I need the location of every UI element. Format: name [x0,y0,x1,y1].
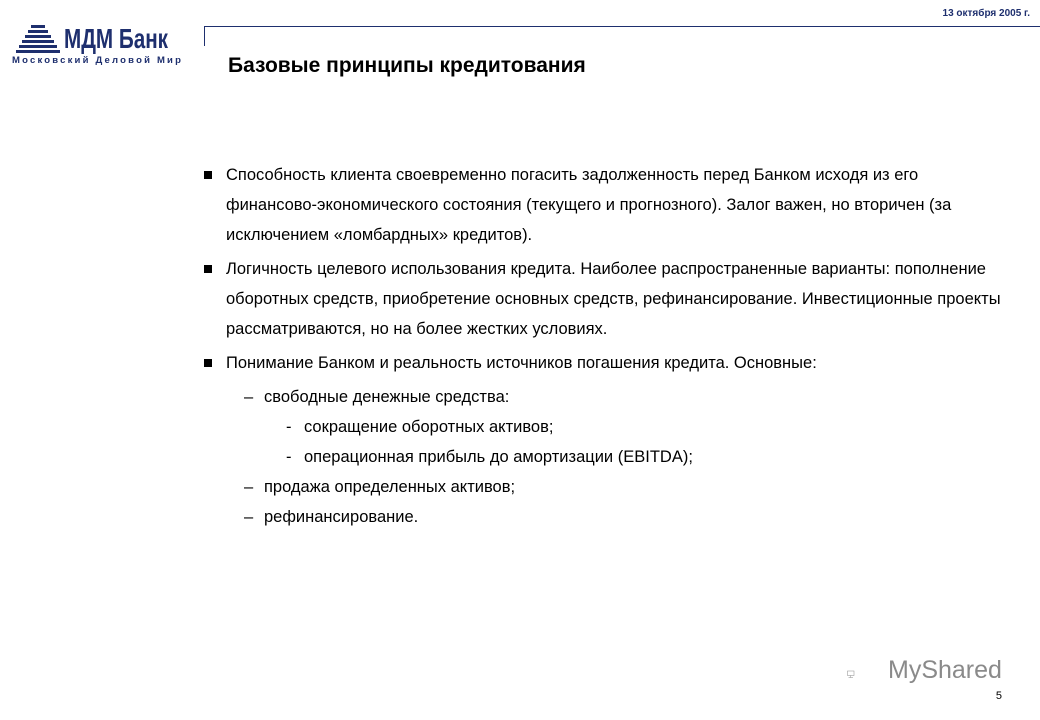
dash-marker: – [244,478,254,496]
dash-marker: - [286,448,292,466]
sub-item-text: рефинансирование. [264,508,419,526]
logo-stripes [16,25,60,53]
logo-text: МДМ Банк [64,23,169,54]
square-bullet-icon [204,359,212,367]
sub-item [204,502,1004,532]
sub-item [204,472,1004,502]
header-rule-tick [204,26,205,46]
bullet-text: Логичность целевого использования кредита. Наиболее распространенные варианты: пополнение оборотных средств, приобретение основных средств, рефинансирование. Инвестиционные проекты рассматриваются, но на более жестких условиях. [226,260,1001,338]
sub-item-text: свободные денежные средства: [264,388,510,406]
sub-item [204,382,1004,412]
dash-marker: - [286,418,292,436]
sub-sub-item-text: сокращение оборотных активов; [304,418,554,436]
square-bullet-icon [204,171,212,179]
bullet-item [204,254,1004,344]
sub-sub-item [204,412,1004,442]
square-bullet-icon [204,265,212,273]
bullet-item [204,348,1004,378]
slide-title: Базовые принципы кредитования [228,54,586,77]
sub-sub-item [204,442,1004,472]
logo-subtitle: Московский Деловой Мир [12,55,184,66]
myshared-watermark [846,658,886,690]
bullet-text: Способность клиента своевременно погасить задолженность перед Банком исходя из его финансово-экономического состояния (текущего и прогнозного). Залог важен, но вторичен (за исключением «ломбардных» кредитов). [226,166,952,244]
slide-content [204,160,1004,532]
dash-marker: – [244,508,254,526]
sub-item-text: продажа определенных активов; [264,478,516,496]
dash-marker: – [244,388,254,406]
bullet-text: Понимание Банком и реальность источников погашения кредита. Основные: [226,354,817,372]
sub-sub-item-text: операционная прибыль до амортизации (EBITDA); [304,448,693,466]
watermark-text: MyShared [888,656,1002,684]
bullet-item [204,160,1004,250]
page-number: 5 [995,690,1002,702]
presentation-board-icon [848,671,855,678]
slide-date: 13 октября 2005 г. [942,8,1030,19]
header-rule [204,26,1040,27]
